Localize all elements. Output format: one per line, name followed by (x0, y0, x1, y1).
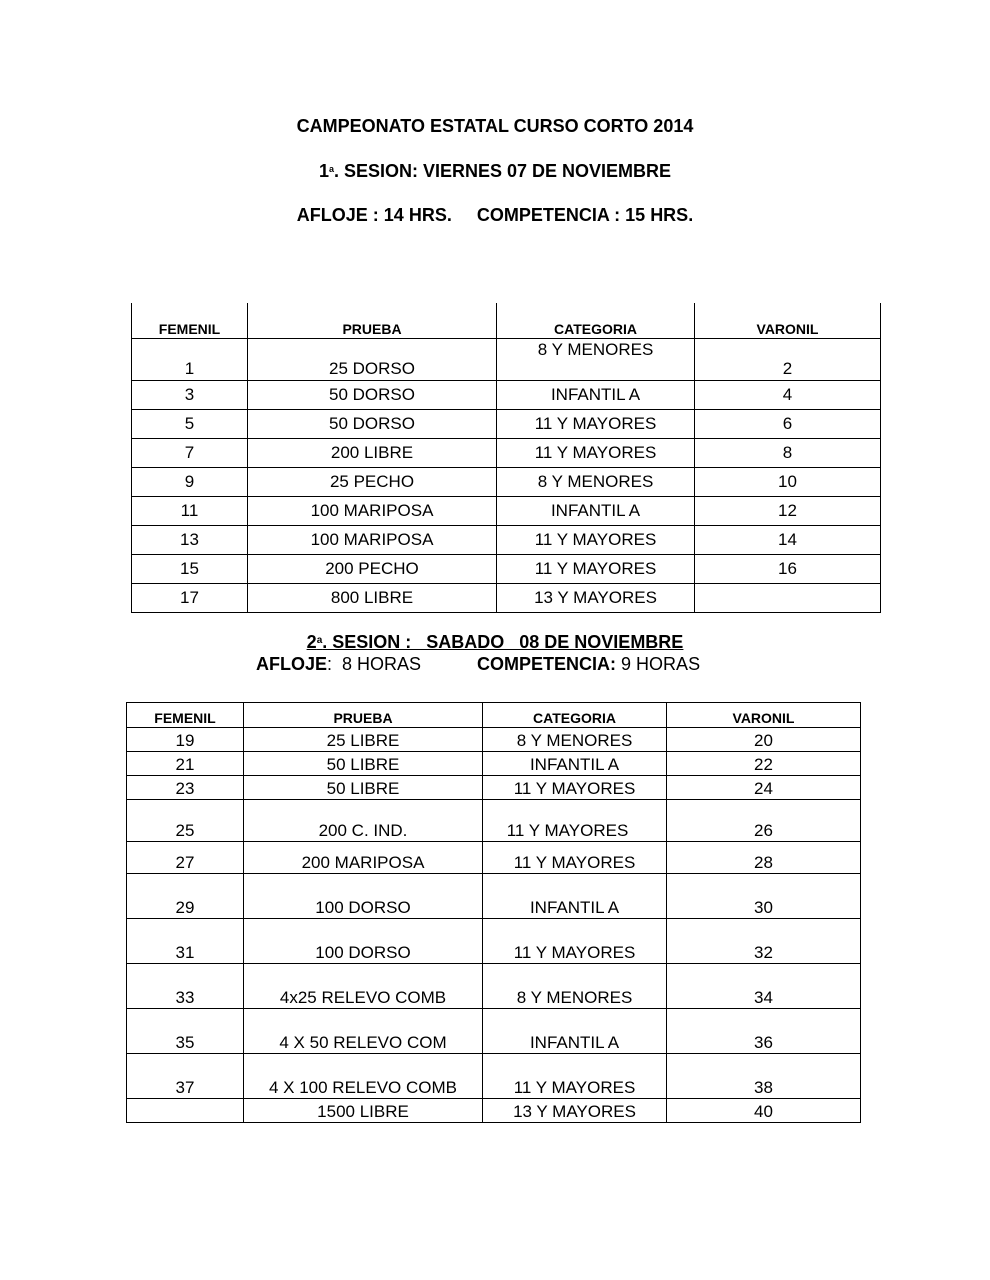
table-row (127, 776, 861, 800)
cell-prueba: 50 LIBRE (244, 752, 483, 776)
cell-varonil: 20 (667, 728, 861, 752)
table-row (127, 1054, 861, 1099)
cell-categoria: 8 Y MENORES (497, 468, 695, 497)
table-row (132, 410, 881, 439)
cell-femenil: 5 (132, 410, 248, 439)
cell-varonil: 32 (667, 919, 861, 964)
cell-prueba: 800 LIBRE (248, 584, 497, 613)
cell-categoria: INFANTIL A (483, 1009, 667, 1054)
table-row (132, 339, 881, 381)
cell-categoria: INFANTIL A (497, 381, 695, 410)
cell-prueba: 25 LIBRE (244, 728, 483, 752)
afloje-label: AFLOJE (256, 654, 328, 674)
session2-times (256, 654, 700, 675)
cell-femenil: 21 (127, 752, 244, 776)
cell-prueba: 50 LIBRE (244, 776, 483, 800)
table-row (127, 964, 861, 1009)
cell-varonil: 40 (667, 1099, 861, 1123)
cell-varonil: 14 (695, 526, 881, 555)
cell-femenil: 35 (127, 1009, 244, 1054)
cell-varonil: 28 (667, 842, 861, 874)
cell-femenil: 25 (127, 800, 244, 842)
cell-categoria: 11 Y MAYORES (483, 776, 667, 800)
cell-prueba: 50 DORSO (248, 381, 497, 410)
cell-femenil: 3 (132, 381, 248, 410)
cell-prueba: 200 C. IND. (244, 800, 483, 842)
table-row (127, 1099, 861, 1123)
cell-prueba: 100 MARIPOSA (248, 497, 497, 526)
col-varonil: VARONIL (695, 303, 881, 339)
session2-title-text: . SESION : SABADO 08 DE NOVIEMBRE (322, 632, 684, 652)
cell-prueba: 200 PECHO (248, 555, 497, 584)
cell-categoria: 11 Y MAYORES (497, 526, 695, 555)
cell-prueba: 100 MARIPOSA (248, 526, 497, 555)
cell-femenil: 31 (127, 919, 244, 964)
cell-varonil: 24 (667, 776, 861, 800)
table-row (127, 1009, 861, 1054)
cell-prueba: 200 MARIPOSA (244, 842, 483, 874)
cell-femenil: 13 (132, 526, 248, 555)
table-row (132, 381, 881, 410)
table-row (132, 439, 881, 468)
cell-femenil: 9 (132, 468, 248, 497)
cell-prueba: 25 DORSO (248, 339, 497, 381)
cell-prueba: 100 DORSO (244, 919, 483, 964)
cell-femenil: 29 (127, 874, 244, 919)
cell-prueba: 100 DORSO (244, 874, 483, 919)
table-row (132, 497, 881, 526)
session1-ordinal: a (328, 164, 334, 174)
cell-categoria: INFANTIL A (497, 497, 695, 526)
cell-varonil: 22 (667, 752, 861, 776)
table-row (127, 752, 861, 776)
cell-varonil: 12 (695, 497, 881, 526)
cell-categoria: INFANTIL A (483, 874, 667, 919)
cell-femenil: 11 (132, 497, 248, 526)
cell-categoria: 11 Y MAYORES (497, 439, 695, 468)
cell-femenil (127, 1099, 244, 1123)
table-row (127, 728, 861, 752)
col-categoria: CATEGORIA (497, 303, 695, 339)
cell-varonil: 6 (695, 410, 881, 439)
session2-title (0, 632, 990, 653)
table-row (132, 555, 881, 584)
table-row (127, 800, 861, 842)
cell-prueba: 4x25 RELEVO COMB (244, 964, 483, 1009)
cell-varonil: 10 (695, 468, 881, 497)
session2-number: 2 (306, 632, 317, 652)
cell-varonil: 26 (667, 800, 861, 842)
cell-femenil: 7 (132, 439, 248, 468)
table-row (127, 919, 861, 964)
cell-prueba: 200 LIBRE (248, 439, 497, 468)
table-header-row (127, 703, 861, 728)
cell-prueba: 1500 LIBRE (244, 1099, 483, 1123)
cell-categoria: 11 Y MAYORES (483, 842, 667, 874)
cell-varonil: 2 (695, 339, 881, 381)
table-header-row (132, 303, 881, 339)
table-row (132, 584, 881, 613)
cell-varonil: 36 (667, 1009, 861, 1054)
col-prueba: PRUEBA (244, 703, 483, 728)
cell-femenil: 19 (127, 728, 244, 752)
cell-varonil (695, 584, 881, 613)
session1-table (131, 303, 881, 613)
cell-femenil: 33 (127, 964, 244, 1009)
cell-femenil: 23 (127, 776, 244, 800)
col-varonil: VARONIL (667, 703, 861, 728)
col-prueba: PRUEBA (248, 303, 497, 339)
cell-prueba: 4 X 50 RELEVO COM (244, 1009, 483, 1054)
cell-varonil: 34 (667, 964, 861, 1009)
cell-categoria: 11 Y MAYORES (483, 919, 667, 964)
table-row (127, 874, 861, 919)
table-row (132, 526, 881, 555)
cell-femenil: 37 (127, 1054, 244, 1099)
col-femenil: FEMENIL (132, 303, 248, 339)
cell-categoria: 8 Y MENORES (483, 964, 667, 1009)
col-femenil: FEMENIL (127, 703, 244, 728)
cell-categoria: 13 Y MAYORES (483, 1099, 667, 1123)
table-row (132, 468, 881, 497)
cell-varonil: 30 (667, 874, 861, 919)
cell-categoria: 11 Y MAYORES (483, 800, 667, 842)
session1-title (0, 161, 990, 182)
cell-prueba: 25 PECHO (248, 468, 497, 497)
session1-title-text: . SESION: VIERNES 07 DE NOVIEMBRE (333, 161, 672, 181)
session1-times: AFLOJE : 14 HRS. COMPETENCIA : 15 HRS. (296, 205, 694, 225)
competencia-label: COMPETENCIA: (477, 654, 617, 674)
cell-prueba: 50 DORSO (248, 410, 497, 439)
table-row (127, 842, 861, 874)
cell-categoria: 8 Y MENORES (497, 339, 695, 381)
afloje-value: : 8 HORAS (327, 654, 422, 674)
session1-number: 1 (318, 161, 329, 181)
session2-table (126, 702, 861, 1123)
col-categoria: CATEGORIA (483, 703, 667, 728)
cell-varonil: 38 (667, 1054, 861, 1099)
cell-femenil: 27 (127, 842, 244, 874)
cell-femenil: 1 (132, 339, 248, 381)
competencia-value: 9 HORAS (616, 654, 701, 674)
session2-ordinal: a (316, 635, 323, 646)
cell-categoria: 8 Y MENORES (483, 728, 667, 752)
document-title: CAMPEONATO ESTATAL CURSO CORTO 2014 (296, 116, 694, 136)
cell-varonil: 8 (695, 439, 881, 468)
cell-categoria: 13 Y MAYORES (497, 584, 695, 613)
cell-prueba: 4 X 100 RELEVO COMB (244, 1054, 483, 1099)
cell-categoria: INFANTIL A (483, 752, 667, 776)
cell-categoria: 11 Y MAYORES (497, 410, 695, 439)
cell-femenil: 15 (132, 555, 248, 584)
cell-varonil: 4 (695, 381, 881, 410)
cell-categoria: 11 Y MAYORES (483, 1054, 667, 1099)
cell-categoria: 11 Y MAYORES (497, 555, 695, 584)
cell-femenil: 17 (132, 584, 248, 613)
cell-varonil: 16 (695, 555, 881, 584)
